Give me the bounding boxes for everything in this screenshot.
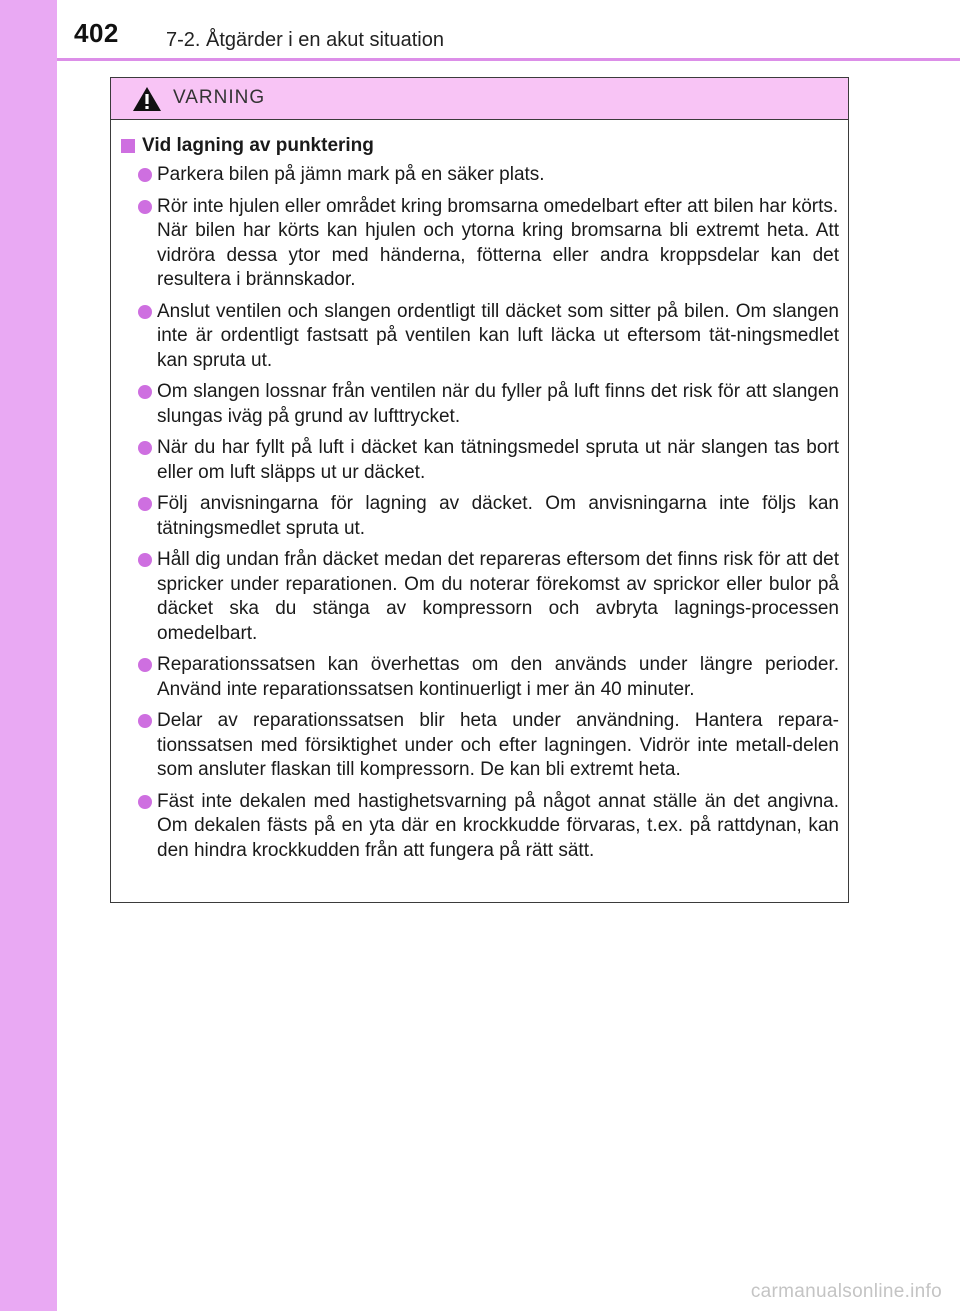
- warning-bullet-text: Om slangen lossnar från ventilen när du fyller på luft finns det risk för att slangen slungas iväg på grund av lufttrycket.: [157, 381, 839, 427]
- warning-bullet-list: [121, 163, 839, 863]
- warning-bullet-item: [121, 548, 839, 646]
- warning-bullet-item: [121, 492, 839, 541]
- warning-subheading-text: Vid lagning av punktering: [142, 135, 374, 156]
- warning-label: VARNING: [173, 87, 266, 108]
- warning-bullet-text: När du har fyllt på luft i däcket kan tätningsmedel spruta ut när slangen tas bort eller om luft släpps ut ur däcket.: [157, 437, 839, 483]
- warning-bullet-text: Fäst inte dekalen med hastighetsvarning på något annat ställe än det angivna. Om dekalen fästs på en yta där en krockkudde förvaras, t.ex. på rattdynan, kan den hindra krockkudden från att fungera på rätt sätt.: [157, 790, 839, 861]
- round-bullet-icon: [138, 714, 152, 728]
- warning-bullet-item: [121, 195, 839, 293]
- warning-bullet-text: Rör inte hjulen eller området kring bromsarna omedelbart efter att bilen har körts. När bilen har körts kan hjulen och ytorna kring bromsarna bli extremt heta. Att vidröra dessa ytor med händerna, fötterna eller andra kroppsdelar kan det resultera i brännskador.: [157, 195, 839, 290]
- warning-bullet-text: Följ anvisningarna för lagning av däcket. Om anvisningarna inte följs kan tätningsmedlet spruta ut.: [157, 493, 839, 539]
- warning-bullet-item: [121, 653, 839, 702]
- warning-bullet-item: [121, 790, 839, 864]
- round-bullet-icon: [138, 385, 152, 399]
- warning-bullet-text: Håll dig undan från däcket medan det repareras eftersom det finns risk för att det spricker under reparationen. Om du noterar förekomst av sprickor eller bulor på däcket ska du stänga av kompressorn och avbryta lagnings-processen omedelbart.: [157, 549, 839, 644]
- warning-bullet-text: Parkera bilen på jämn mark på en säker plats.: [157, 164, 545, 185]
- warning-bullet-item: [121, 436, 839, 485]
- warning-content: [111, 120, 848, 863]
- warning-bullet-item: [121, 300, 839, 374]
- round-bullet-icon: [138, 441, 152, 455]
- warning-bullet-text: Delar av reparationssatsen blir heta under användning. Hantera repara-tionssatsen med försiktighet under och efter lagningen. Vidrör inte metall-delen som ansluter flaskan till kompressorn. De kan bli extremt heta.: [157, 710, 839, 780]
- warning-bullet-text: Anslut ventilen och slangen ordentligt till däcket som sitter på bilen. Om slangen inte är ordentligt fastsatt på ventilen kan luft läcka ut eftersom tät-ningsmedlet kan spruta ut.: [157, 300, 839, 371]
- page-header: [0, 0, 960, 60]
- warning-bullet-item: [121, 709, 839, 783]
- warning-header: [111, 78, 848, 120]
- warning-triangle-icon: [132, 86, 162, 112]
- round-bullet-icon: [138, 200, 152, 214]
- page-number: 402: [74, 18, 119, 48]
- round-bullet-icon: [138, 658, 152, 672]
- side-tab-band: [0, 0, 57, 1311]
- watermark: carmanualsonline.info: [750, 1281, 942, 1302]
- round-bullet-icon: [138, 168, 152, 182]
- header-divider: [57, 58, 960, 61]
- warning-bullet-item: [121, 163, 839, 188]
- round-bullet-icon: [138, 795, 152, 809]
- section-title: 7-2. Åtgärder i en akut situation: [166, 29, 444, 51]
- warning-box: [110, 77, 849, 903]
- round-bullet-icon: [138, 497, 152, 511]
- square-bullet-icon: [121, 139, 135, 153]
- warning-bullet-text: Reparationssatsen kan överhettas om den används under längre perioder. Använd inte reparationssatsen kontinuerligt i mer än 40 minuter.: [157, 654, 839, 700]
- round-bullet-icon: [138, 305, 152, 319]
- warning-bullet-item: [121, 380, 839, 429]
- round-bullet-icon: [138, 553, 152, 567]
- warning-subheading: [121, 134, 839, 158]
